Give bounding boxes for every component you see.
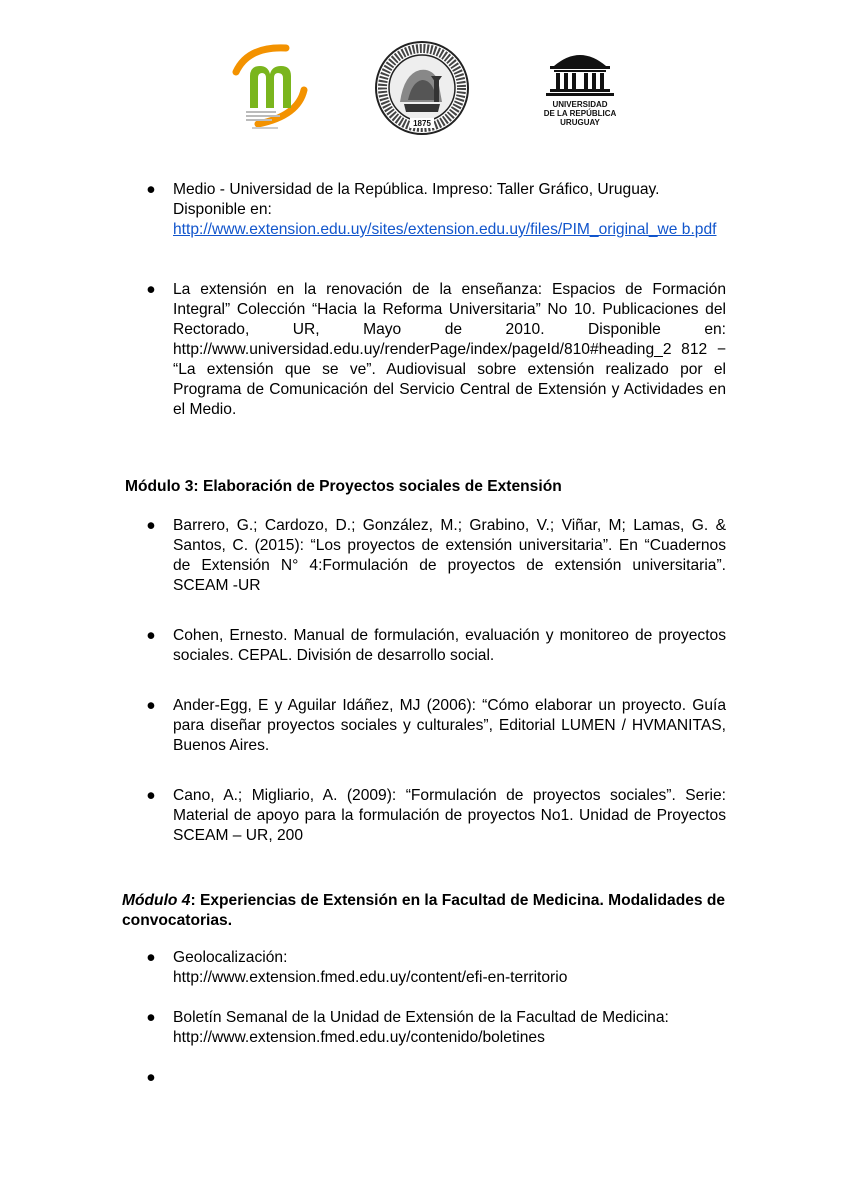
list-item xyxy=(146,696,726,756)
bullet: ● xyxy=(146,787,156,804)
list-item xyxy=(146,280,726,420)
bullet: ● xyxy=(146,627,156,644)
reference-text: Barrero, G.; Cardozo, D.; González, M.; Grabino, V.; Viñar, M; Lamas, G. & Santos, C. (2015): “Los proyectos de extensión universitaria”. En “Cuadernos de Extensión N° 4:Formulación de proyectos de extensión universitaria”. SCEAM -UR xyxy=(173,517,726,594)
bullet: ● xyxy=(146,281,156,298)
universidad-republica-logo xyxy=(536,42,624,134)
reference-text: Medio - Universidad de la República. Impreso: Taller Gráfico, Uruguay. Disponible en: xyxy=(173,181,660,218)
udelar-line-1: UNIVERSIDAD xyxy=(552,100,608,109)
reference-text: Cano, A.; Migliario, A. (2009): “Formulación de proyectos sociales”. Serie: Material de apoyo para la formulación de proyectos No1. Unidad de Proyectos SCEAM – UR, 200 xyxy=(173,787,726,844)
geolocalizacion-url: http://www.extension.fmed.edu.uy/content/efi-en-territorio xyxy=(173,969,568,986)
pim-pdf-link[interactable]: http://www.extension.edu.uy/sites/extension.edu.uy/files/PIM_original_we b.pdf xyxy=(173,221,717,238)
reference-text: Cohen, Ernesto. Manual de formulación, evaluación y monitoreo de proyectos sociales. CEPAL. División de desarrollo social. xyxy=(173,627,726,664)
facultad-medicina-seal xyxy=(374,40,470,136)
bullet: ● xyxy=(146,949,156,966)
bullet: ● xyxy=(146,181,156,198)
bullet: ● xyxy=(146,517,156,534)
item-label: Geolocalización: xyxy=(173,949,288,966)
list-item xyxy=(146,786,726,846)
seal-year: 1875 xyxy=(413,119,431,128)
list-item xyxy=(146,180,726,240)
list-item xyxy=(146,626,726,666)
list-item xyxy=(146,516,726,596)
udelar-line-2: DE LA REPÚBLICA xyxy=(543,109,617,118)
reference-text: Ander-Egg, E y Aguilar Idáñez, MJ (2006): “Cómo elaborar un proyecto. Guía para diseñar proyectos sociales y culturales”, Editorial LUMEN / HVMANITAS, Buenos Aires. xyxy=(173,697,726,754)
boletines-url: http://www.extension.fmed.edu.uy/contenido/boletines xyxy=(173,1029,545,1046)
bullet: ● xyxy=(146,1069,156,1086)
extension-unit-logo xyxy=(228,38,314,132)
module-4-heading xyxy=(122,891,742,931)
list-item xyxy=(146,1008,726,1048)
udelar-line-3: URUGUAY xyxy=(560,118,600,127)
module-4-label: Módulo 4 xyxy=(122,892,191,909)
module-3-heading: Módulo 3: Elaboración de Proyectos sociales de Extensión xyxy=(125,478,562,495)
list-item xyxy=(146,948,726,988)
reference-text: La extensión en la renovación de la enseñanza: Espacios de Formación Integral” Colección “Hacia la Reforma Universitaria” No 10. Publicaciones del Rectorado, UR, Mayo de 2010. Disponible en: http://www.universidad.edu.uy/renderPage/index/pageId/810#heading_2 812 − “La extensión que se ve”. Audiovisual sobre extensión realizado por el Programa de Comunicación del Servicio Central de Extensión y Actividades en el Medio. xyxy=(173,281,726,418)
module-4-title: : Experiencias de Extensión en la Facultad de Medicina. Modalidades de convocatorias. xyxy=(122,892,726,929)
item-label: Boletín Semanal de la Unidad de Extensión de la Facultad de Medicina: xyxy=(173,1009,669,1026)
bullet: ● xyxy=(146,1009,156,1026)
bullet: ● xyxy=(146,697,156,714)
